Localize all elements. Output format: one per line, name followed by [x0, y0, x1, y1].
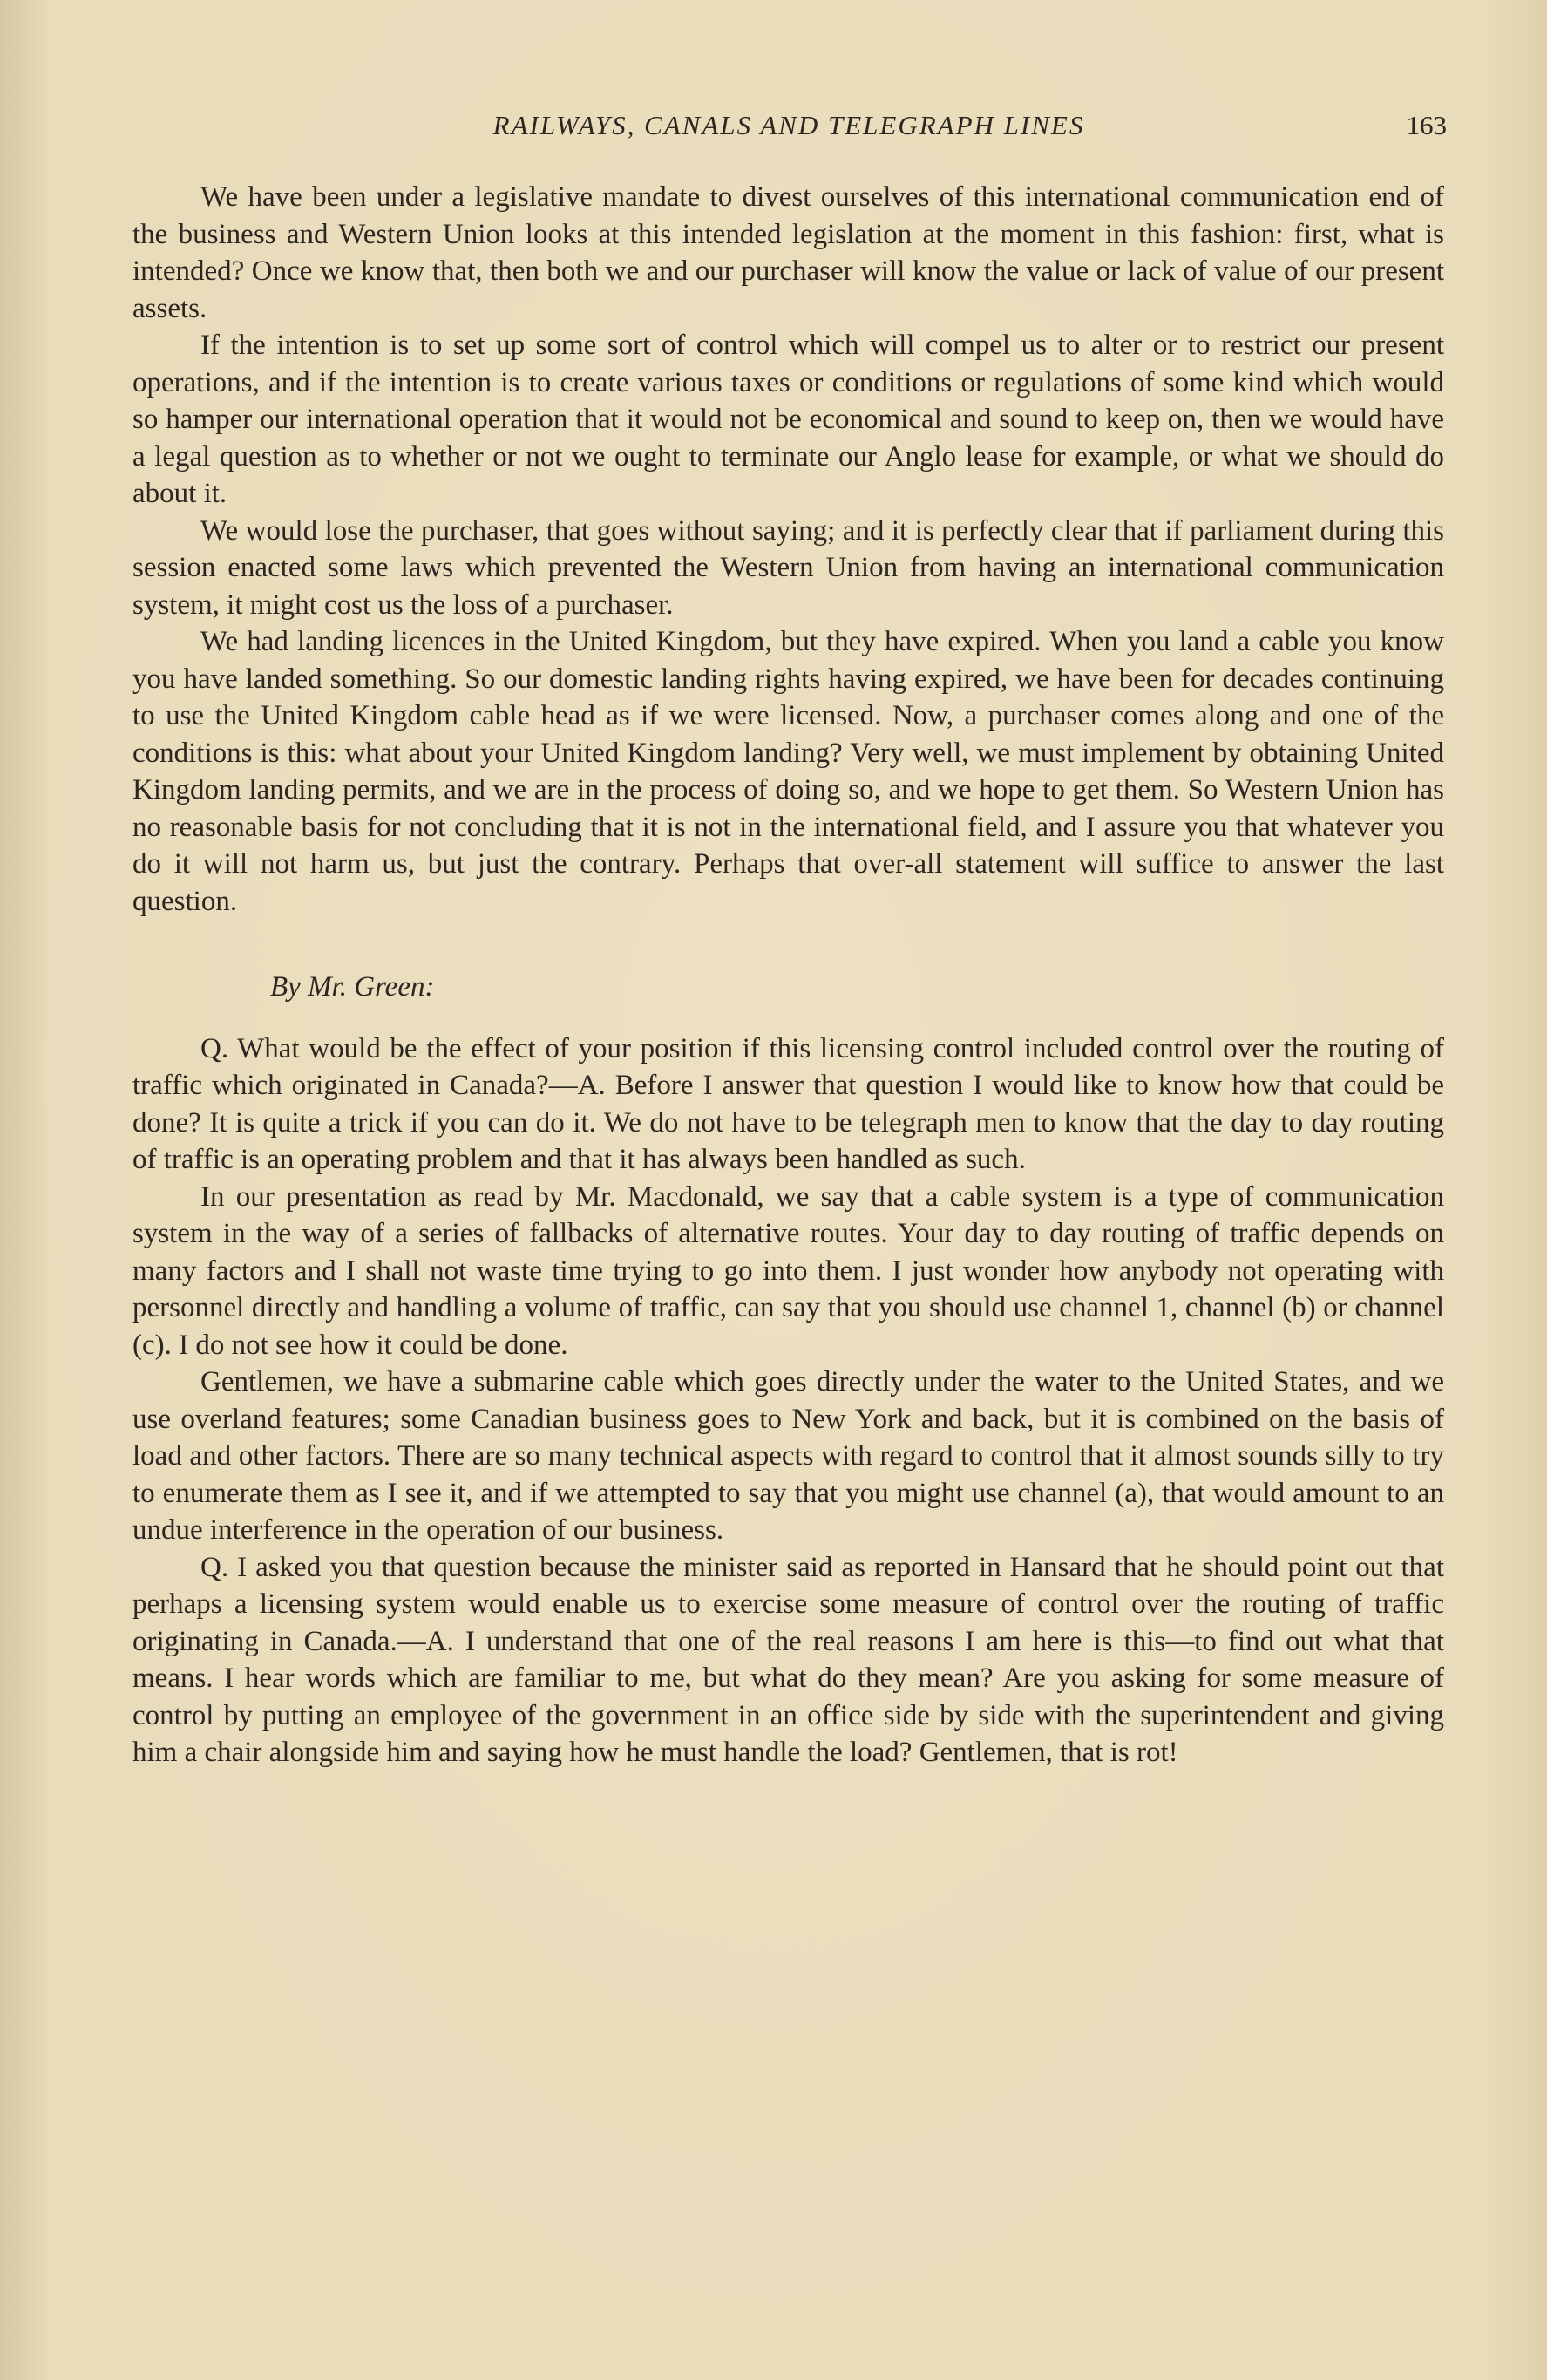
speaker-byline	[270, 969, 1444, 1006]
paragraph: In our presentation as read by Mr. Macdonald, we say that a cable system is a type of communication system in the way of a series of fallbacks of alternative routes. Your day to day routing of traffic depends on many factors and I shall not waste time trying to go into them. I just wonder how anybody not operating with personnel directly and handling a volume of traffic, can say that you should use channel 1, channel (b) or channel (c). I do not see how it could be done.	[132, 1180, 1444, 1361]
paragraph: We would lose the purchaser, that goes without saying; and it is perfectly clear that if parliament during this session enacted some laws which prevented the Western Union from having an international communication system, it might cost us the loss of a purchaser.	[132, 514, 1444, 621]
paragraph: Q. What would be the effect of your position if this licensing control included control over the routing of traffic which originated in Canada?—A. Before I answer that question I would like to know how that could be done? It is quite a trick if you can do it. We do not have to be telegraph men to know that the day to day routing of traffic is an operating problem and that it has always been handled as such.	[132, 1032, 1444, 1175]
paragraph: Gentlemen, we have a submarine cable which goes directly under the water to the United States, and we use overland features; some Canadian business goes to New York and back, but it is combined on the basis of load and other factors. There are so many technical aspects with regard to control that it almost sounds silly to try to enumerate them as I see it, and if we attempted to say that you might use channel (a), that would amount to an undue interference in the operation of our business.	[132, 1366, 1444, 1546]
body-text	[132, 179, 1444, 1771]
paragraph: We have been under a legislative mandate to divest ourselves of this international communication end of the business and Western Union looks at this intended legislation at the moment in this fashion: first, what is intended? Once we know that, then both we and our purchaser will know the value or lack of value of our present assets.	[132, 181, 1444, 324]
page-number: 163	[1406, 110, 1447, 140]
running-title: RAILWAYS, CANALS AND TELEGRAPH LINES	[492, 110, 1085, 140]
paragraph: We had landing licences in the United Kingdom, but they have expired. When you land a cable you know you have landed something. So our domestic landing rights having expired, we have been for decades continuing to use the United Kingdom cable head as if we were licensed. Now, a purchaser comes along and one of the conditions is this: what about your United Kingdom landing? Very well, we must implement by obtaining United Kingdom landing permits, and we are in the process of doing so, and we hope to get them. So Western Union has no reasonable basis for not concluding that it is not in the international field, and I assure you that whatever you do it will not harm us, but just the contrary. Perhaps that over-all statement will suffice to answer the last question.	[132, 626, 1444, 917]
paragraph: Q. I asked you that question because the minister said as reported in Hansard that he should point out that perhaps a licensing system would enable us to exercise some measure of control over the routing of traffic originating in Canada.—A. I understand that one of the real reasons I am here is this—to find out what that means. I hear words which are familiar to me, but what do they mean? Are you asking for some measure of control by putting an employee of the government in an office side by side with the superintendent and giving him a chair alongside him and saying how he must handle the load? Gentlemen, that is rot!	[132, 1551, 1444, 1768]
byline-prefix: By	[270, 971, 309, 1003]
page-header	[131, 106, 1447, 150]
byline-name: Mr. Green:	[308, 971, 435, 1003]
paragraph: If the intention is to set up some sort of control which will compel us to alter or to restrict our present operations, and if the intention is to create various taxes or conditions or regulations of some kind which would so hamper our international operation that it would not be economical and sound to keep on, then we would have a legal question as to whether or not we ought to terminate our Anglo lease for example, or what we should do about it.	[132, 330, 1444, 509]
